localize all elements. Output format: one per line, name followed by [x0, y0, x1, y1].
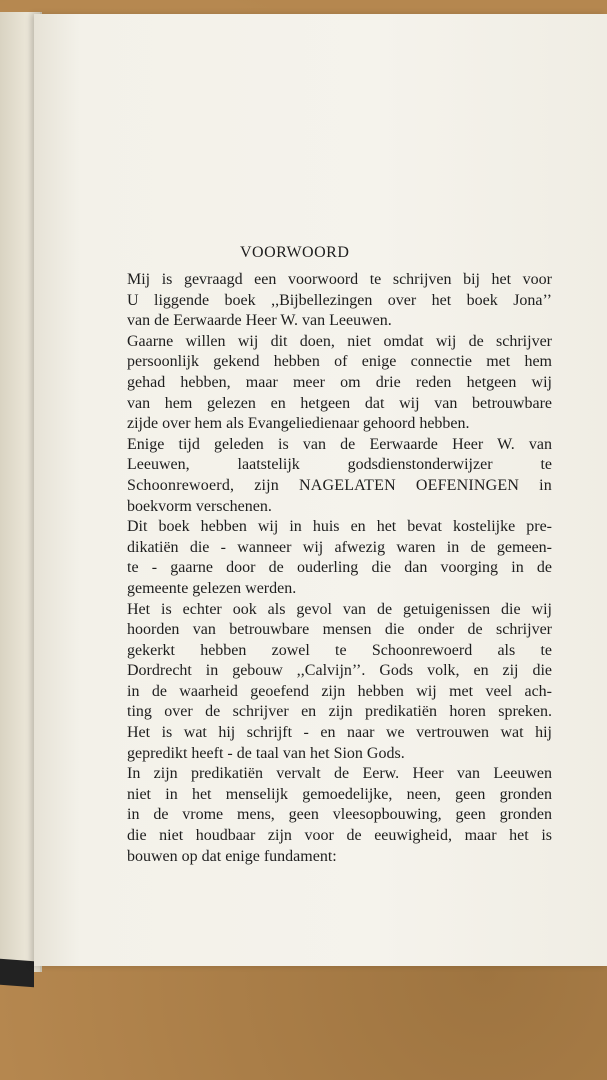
text-line: gemeente gelezen werden.	[127, 579, 297, 597]
book-cover-edge	[0, 959, 34, 987]
text-line: Enige tijd geleden is van de Eerwaarde Heer W. van	[127, 435, 552, 453]
text-line: Leeuwen, laatstelijk godsdienstonderwijzer te	[127, 456, 552, 474]
text-line: van hem gelezen en hetgeen dat wij van betrouwbare	[127, 394, 552, 412]
paragraph	[127, 517, 552, 599]
paragraph	[127, 600, 552, 765]
text-line: dikatiën die - wanneer wij afwezig waren in de gemeen-	[127, 538, 552, 556]
paragraph	[127, 435, 552, 517]
text-line: gepredikt heeft - de taal van het Sion Gods.	[127, 744, 405, 762]
text-line: Gaarne willen wij dit doen, niet omdat wij de schrijver	[127, 332, 552, 350]
text-line: zijde over hem als Evangeliedienaar gehoord hebben.	[127, 415, 470, 433]
text-line: niet in het menselijk gemoedelijke, neen, geen gronden	[127, 785, 552, 803]
text-line: bouwen op dat enige fundament:	[127, 847, 337, 865]
text-line: persoonlijk gekend hebben of enige connectie met hem	[127, 353, 552, 371]
text-line: in de vrome mens, geen vleesopbouwing, geen gronden	[127, 806, 552, 824]
text-line: Dordrecht in gebouw ,,Calvijn’’. Gods volk, en zij die	[127, 662, 552, 680]
text-line: in de waarheid geoefend zijn hebben wij met veel ach-	[127, 682, 552, 700]
paragraph	[127, 332, 552, 435]
text-line: van de Eerwaarde Heer W. van Leeuwen.	[127, 312, 392, 330]
paragraph	[127, 270, 552, 332]
body-text	[127, 270, 552, 867]
text-line: In zijn predikatiën vervalt de Eerw. Heer van Leeuwen	[127, 765, 552, 783]
text-line: Schoonrewoerd, zijn NAGELATEN OEFENINGEN in	[127, 476, 552, 494]
text-line: gekerkt hebben zowel te Schoonrewoerd als te	[127, 641, 552, 659]
text-line: Het is echter ook als gevol van de getuigenissen die wij	[127, 600, 552, 618]
text-line: te - gaarne door de ouderling die dan voorging in de	[127, 559, 552, 577]
text-line: boekvorm verschenen.	[127, 497, 272, 515]
text-line: Mij is gevraagd een voorwoord te schrijven bij het voor	[127, 271, 552, 288]
text-line: Dit boek hebben wij in huis en het bevat kostelijke pre-	[127, 518, 552, 536]
text-line: ting over de schrijver en zijn predikatiën horen spreken.	[127, 703, 552, 721]
text-line: hoorden van betrouwbare mensen die onder de schrijver	[127, 621, 552, 639]
text-line: U liggende boek ,,Bijbellezingen over het boek Jona’’	[127, 291, 552, 309]
page-title: VOORWOORD	[240, 244, 350, 261]
text-line: die niet houdbaar zijn voor de eeuwigheid, maar het is	[127, 827, 552, 845]
paragraph	[127, 764, 552, 867]
text-line: Het is wat hij schrijft - en naar we vertrouwen wat hij	[127, 724, 552, 742]
text-line: gehad hebben, maar meer om drie reden hetgeen wij	[127, 373, 552, 391]
